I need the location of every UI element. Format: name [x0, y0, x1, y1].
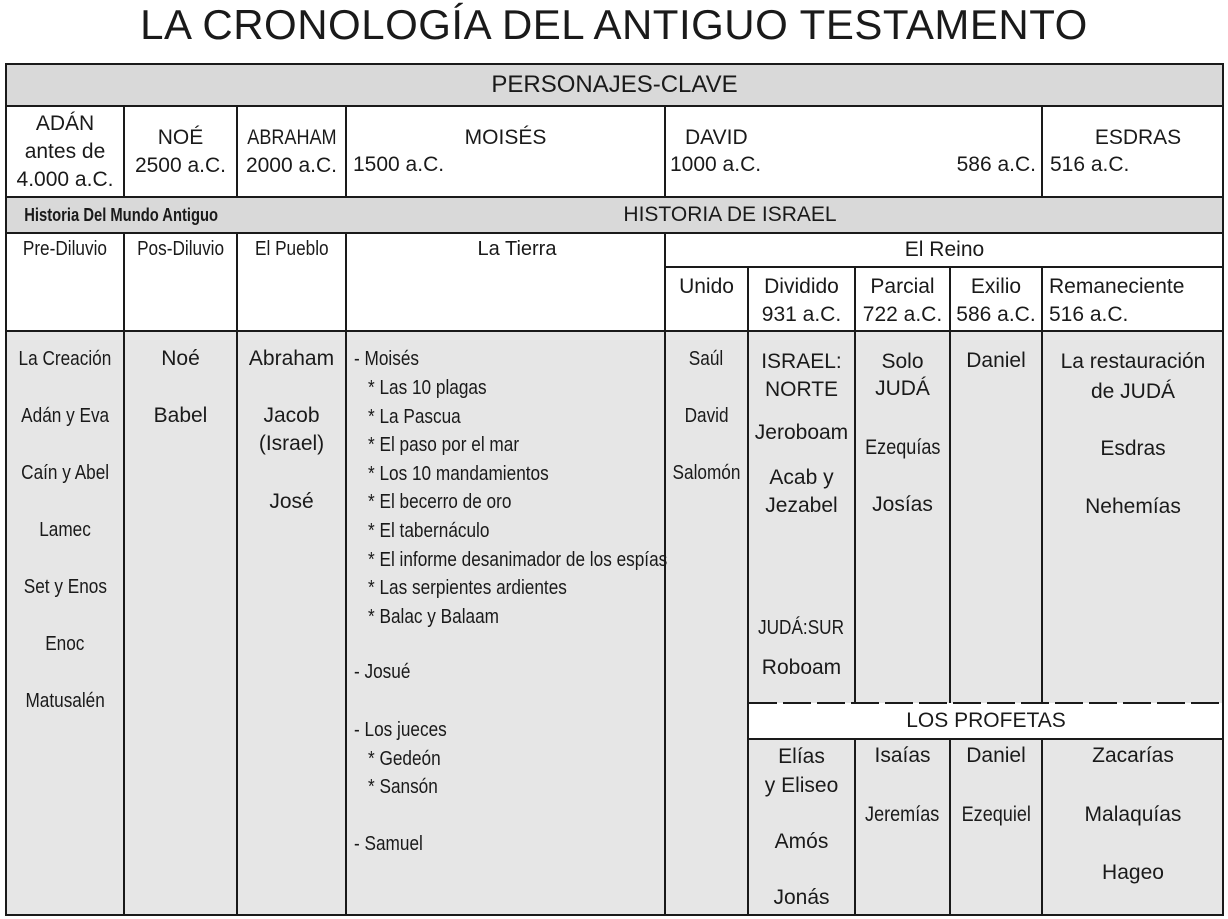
- list-item: Jacob (Israel): [258, 404, 325, 455]
- list-item: - Josué: [354, 661, 411, 683]
- list-item: * Balac y Balaam: [368, 605, 499, 628]
- key-person-abraham: ABRAHAM 2000 a.C.: [245, 126, 338, 177]
- list-item: Solo JUDÁ: [875, 350, 930, 400]
- key-person-david-date: 1000 a.C.: [670, 153, 762, 176]
- list-item: Adán y Eva: [21, 405, 109, 427]
- list-item: JUDÁ:SUR: [758, 617, 845, 639]
- period-unido: Unido: [679, 275, 734, 298]
- divider: [664, 105, 666, 197]
- list-item: Daniel: [966, 744, 1026, 767]
- ancient-world-label: Historia Del Mundo Antiguo: [24, 204, 219, 225]
- list-item: Ezequiel: [961, 803, 1031, 826]
- key-person-david-name: DAVID: [685, 126, 748, 149]
- divider: [854, 266, 856, 703]
- list-item: * El paso por el mar: [368, 434, 520, 457]
- list-item: Daniel: [966, 349, 1026, 372]
- list-item: Esdras: [1100, 437, 1166, 460]
- list-item: Jeremías: [865, 803, 940, 826]
- divider: [664, 232, 666, 916]
- list-item: Acab y Jezabel: [765, 466, 838, 517]
- divider: [5, 232, 1224, 234]
- chart-title: LA CRONOLOGÍA DEL ANTIGUO TESTAMENTO: [140, 1, 1088, 48]
- period-la-tierra: La Tierra: [477, 238, 557, 260]
- list-item: Lamec: [39, 519, 91, 541]
- list-item: Noé: [161, 347, 200, 370]
- list-item: * La Pascua: [368, 405, 461, 428]
- list-item: Jonás: [773, 886, 830, 909]
- dashed-divider: [749, 702, 1223, 704]
- divider: [236, 232, 238, 916]
- la-tierra-list: [354, 346, 668, 631]
- period-pos-diluvio: Pos-Diluvio: [137, 238, 224, 260]
- list-item: * Gedeón: [368, 748, 441, 770]
- key-person-moises-name: MOISÉS: [464, 126, 547, 149]
- list-item: Enoc: [45, 633, 85, 655]
- list-item: Roboam: [761, 656, 842, 679]
- list-item: Babel: [153, 404, 208, 427]
- list-item: Abraham: [248, 347, 335, 370]
- list-item: Matusalén: [25, 690, 105, 712]
- list-item: La Creación: [18, 348, 112, 370]
- list-item: Set y Enos: [23, 576, 107, 598]
- list-item: Hageo: [1102, 861, 1164, 884]
- list-item: Amós: [774, 830, 829, 853]
- period-el-pueblo: El Pueblo: [254, 238, 329, 260]
- divider: [345, 232, 347, 916]
- list-item: Jeroboam: [754, 421, 849, 444]
- list-item: Caín y Abel: [21, 462, 109, 484]
- period-pre-diluvio: Pre-Diluvio: [22, 238, 108, 260]
- list-item: * Las serpientes ardientes: [368, 577, 567, 600]
- list-item: Isaías: [874, 744, 931, 767]
- list-item: David: [684, 405, 729, 427]
- list-item: Josías: [872, 493, 933, 516]
- list-item: - Los jueces: [354, 719, 447, 741]
- list-item: ISRAEL: NORTE: [761, 350, 842, 401]
- period-exilio: Exilio 586 a.C.: [956, 275, 1036, 326]
- period-parcial: Parcial 722 a.C.: [862, 275, 943, 326]
- divider: [123, 232, 125, 916]
- list-item: * El tabernáculo: [368, 519, 490, 542]
- period-el-reino: El Reino: [904, 238, 985, 261]
- israel-history-label: HISTORIA DE ISRAEL: [623, 203, 837, 226]
- list-item: * Sansón: [368, 776, 438, 798]
- list-item: * El becerro de oro: [368, 491, 512, 514]
- period-remaneciente: Remaneciente 516 a.C.: [1049, 275, 1185, 326]
- key-person-noe: NOÉ 2500 a.C.: [134, 126, 227, 177]
- list-item: Saúl: [689, 348, 724, 370]
- key-person-moises-date: 1500 a.C.: [353, 153, 445, 176]
- list-item: Malaquías: [1084, 803, 1182, 826]
- list-item: Nehemías: [1085, 495, 1181, 518]
- list-item: José: [269, 490, 314, 513]
- list-item: La restauración de JUDÁ: [1060, 350, 1206, 403]
- key-person-adan: ADÁN antes de 4.000 a.C.: [16, 112, 114, 191]
- list-item: Ezequías: [864, 436, 941, 459]
- prophets-header: LOS PROFETAS: [906, 709, 1066, 732]
- key-person-esdras-name: ESDRAS: [1094, 126, 1182, 149]
- divider: [749, 738, 1224, 740]
- key-person-david-end-date: 586 a.C.: [956, 153, 1036, 176]
- list-item: - Samuel: [354, 833, 423, 855]
- divider: [949, 266, 951, 703]
- list-item: * Los 10 mandamientos: [368, 462, 549, 485]
- list-item: - Moisés: [354, 348, 419, 370]
- period-dividido: Dividido 931 a.C.: [761, 275, 842, 326]
- key-person-esdras-date: 516 a.C.: [1050, 153, 1130, 176]
- list-item: Salomón: [672, 462, 741, 484]
- divider: [1041, 266, 1043, 703]
- list-item: * El informe desanimador de los espías: [368, 548, 668, 571]
- list-item: Zacarías: [1092, 744, 1174, 767]
- list-item: Elías y Eliseo: [764, 745, 839, 797]
- list-item: * Las 10 plagas: [368, 377, 487, 399]
- key-people-header-label: PERSONAJES-CLAVE: [491, 71, 738, 98]
